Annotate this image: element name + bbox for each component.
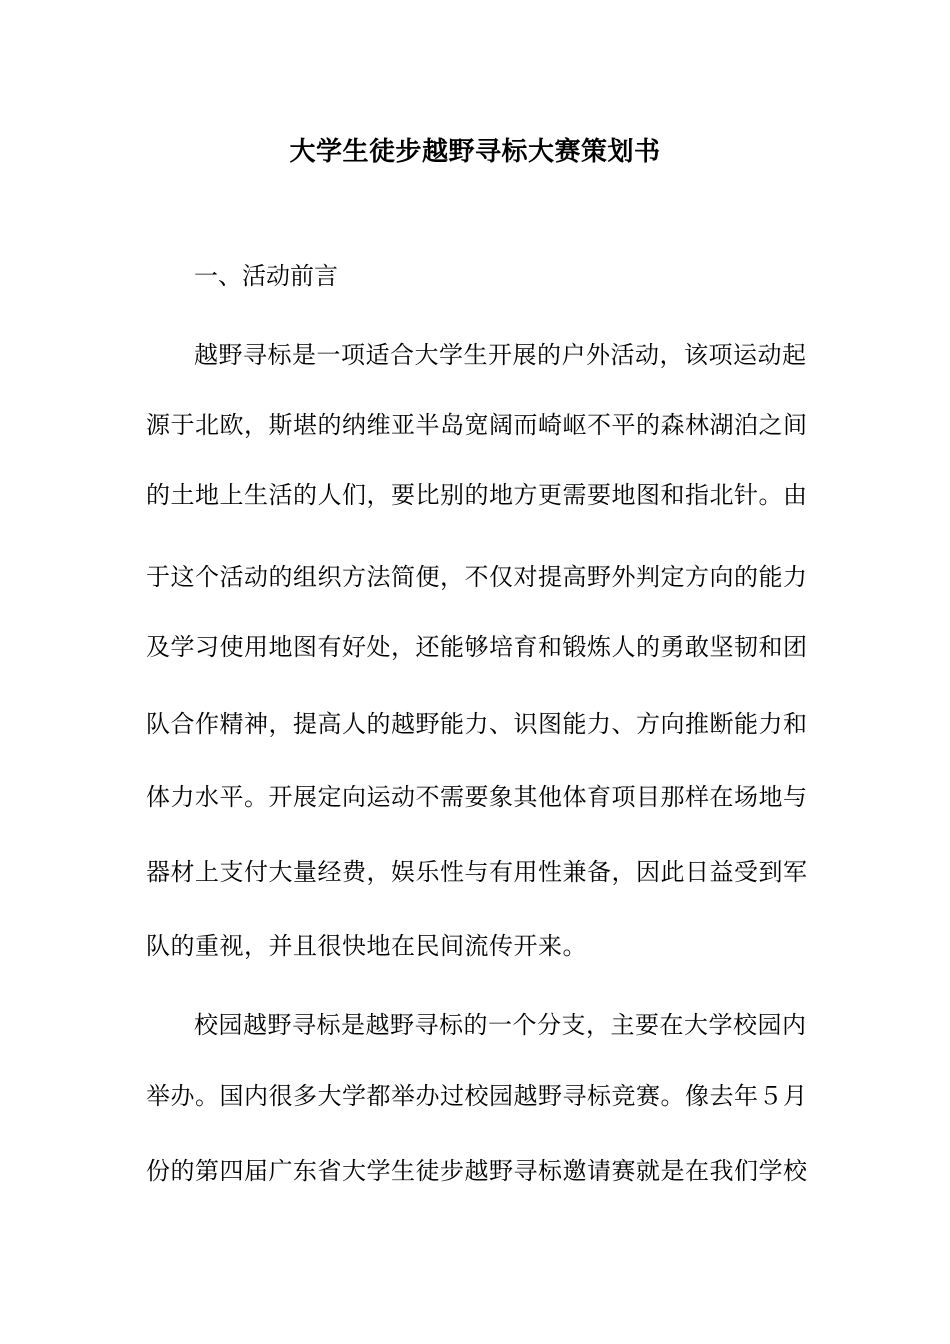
paragraph-line: 越野寻标是一项适合大学生开展的户外活动，该项运动起 [194,341,807,369]
paragraph-line: 队的重视，并且很快地在民间流传开来。 [146,932,587,960]
paragraph-line: 份的第四届广东省大学生徒步越野寻标邀请赛就是在我们学校 [146,1157,808,1185]
paragraph-line: 器材上支付大量经费，娱乐性与有用性兼备，因此日益受到军 [146,858,808,886]
paragraph-line: 源于北欧，斯堪的纳维亚半岛宽阔而崎岖不平的森林湖泊之间 [146,411,808,439]
paragraph-line: 体力水平。开展定向运动不需要象其他体育项目那样在场地与 [146,783,808,811]
paragraph-line: 校园越野寻标是越野寻标的一个分支，主要在大学校园内 [194,1011,807,1039]
paragraph-line: 队合作精神，提高人的越野能力、识图能力、方向推断能力和 [146,710,808,738]
paragraph-line: 的土地上生活的人们，要比别的地方更需要地图和指北针。由 [146,481,808,509]
paragraph-line: 及学习使用地图有好处，还能够培育和锻炼人的勇敢坚韧和团 [146,633,808,661]
paragraph-line: 于这个活动的组织方法简便，不仅对提高野外判定方向的能力 [146,563,808,591]
paragraph-line: 举办。国内很多大学都举办过校园越野寻标竞赛。像去年５月 [146,1082,808,1110]
document-title: 大学生徒步越野寻标大赛策划书 [289,137,661,167]
section-heading: 一、活动前言 [194,262,338,290]
